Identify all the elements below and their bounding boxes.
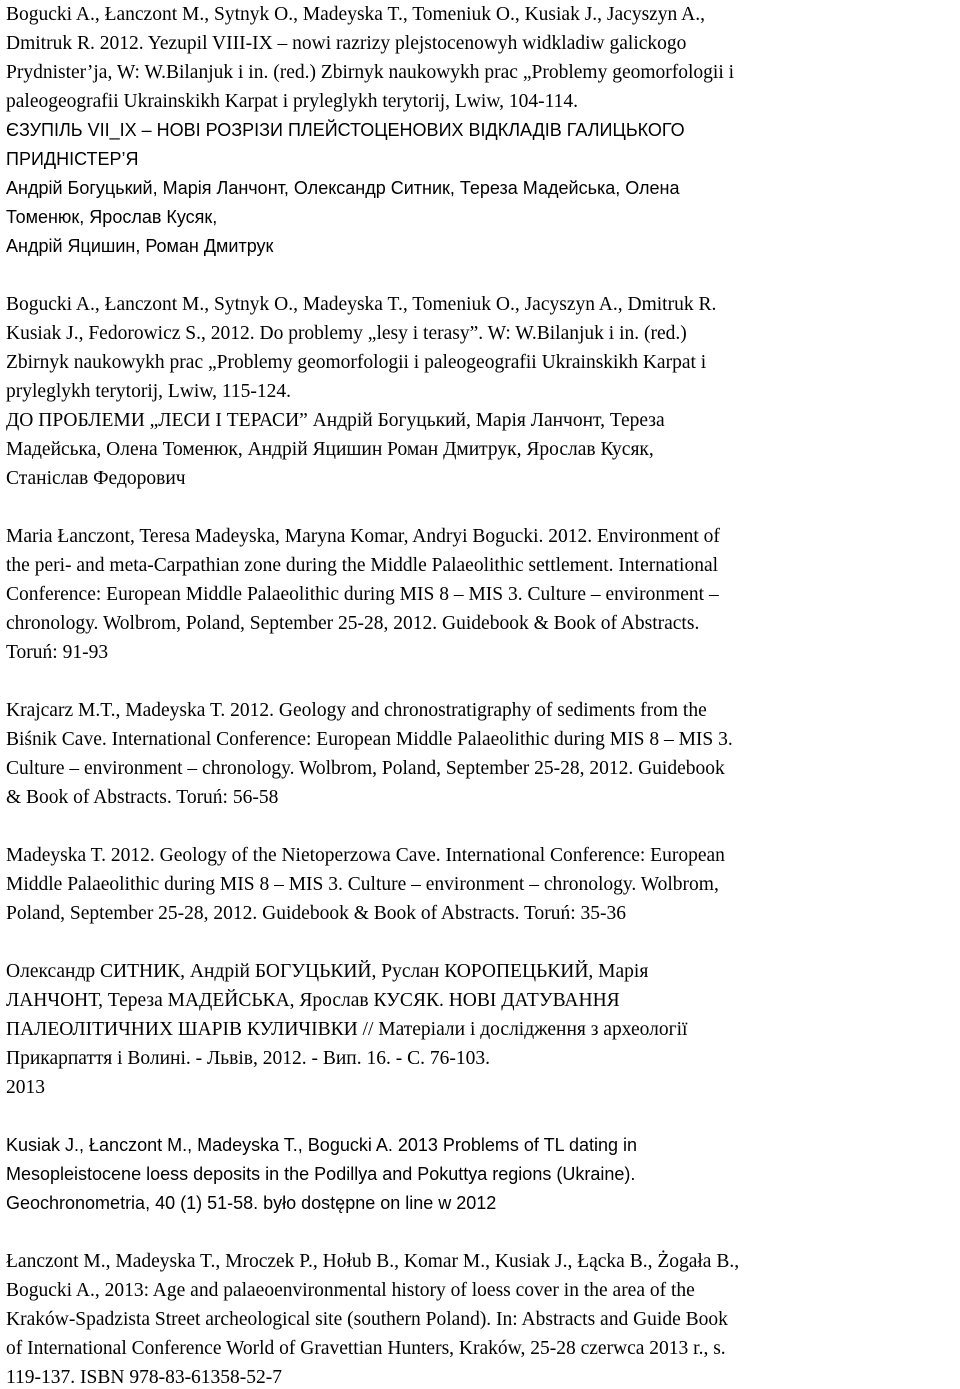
reference-entry: [6, 957, 952, 1102]
text-line: Middle Palaeolithic during MIS 8 – MIS 3. Culture – environment – chronology. Wolbrom,: [6, 874, 719, 895]
text-line: Bogucki A., Łanczont M., Sytnyk O., Madeyska T., Tomeniuk O., Jacyszyn A., Dmitruk R.: [6, 294, 717, 315]
reference-entry: [6, 1131, 952, 1218]
reference-entry: [6, 522, 952, 667]
text-line: Bogucki A., Łanczont M., Sytnyk O., Madeyska T., Tomeniuk O., Kusiak J., Jacyszyn A.,: [6, 4, 705, 25]
spacer: [6, 928, 952, 957]
text-line: pryleglykh terytorij, Lwiw, 115-124.: [6, 381, 292, 402]
text-line: Томенюк, Ярослав Кусяк,: [6, 207, 218, 227]
text-line: Prydnister’ja, W: W.Bilanjuk i in. (red.) Zbirnyk naukowykh prac „Problemy geomorfologii i: [6, 62, 735, 83]
text-line: Culture – environment – chronology. Wolbrom, Poland, September 25-28, 2012. Guidebook: [6, 758, 725, 779]
text-line: Krajcarz M.T., Madeyska T. 2012. Geology and chronostratigraphy of sediments from the: [6, 700, 707, 721]
text-line: ПРИДНІСТЕР’Я: [6, 149, 139, 169]
text-line: ЄЗУПІЛЬ VII_IX – НОВІ РОЗРІЗИ ПЛЕЙСТОЦЕНОВИХ ВІДКЛАДІВ ГАЛИЦЬКОГО: [6, 120, 685, 140]
text-line: Bogucki A., 2013: Age and palaeoenvironmental history of loess cover in the area of the: [6, 1280, 695, 1301]
text-line: Dmitruk R. 2012. Yezupil VIII-IX – nowi razrizy plejstocenowyh widkladiw galickogo: [6, 33, 687, 54]
text-line: Poland, September 25-28, 2012. Guidebook & Book of Abstracts. Toruń: 35-36: [6, 903, 627, 924]
text-line: Олександр СИТНИК, Андрій БОГУЦЬКИЙ, Руслан КОРОПЕЦЬКИЙ, Марія: [6, 961, 649, 982]
text-line: Андрій Богуцький, Марія Ланчонт, Олександр Ситник, Тереза Мадейська, Олена: [6, 178, 680, 198]
text-line: ЛАНЧОНТ, Тереза МАДЕЙСЬКА, Ярослав КУСЯК. НОВІ ДАТУВАННЯ: [6, 990, 620, 1011]
text-line: Kraków-Spadzista Street archeological site (southern Poland). In: Abstracts and Guide Book: [6, 1309, 728, 1330]
text-line: Mesopleistocene loess deposits in the Podillya and Pokuttya regions (Ukraine).: [6, 1164, 636, 1184]
text-line: Geochronometria, 40 (1) 51-58. było dostępne on line w 2012: [6, 1193, 497, 1213]
text-line: Прикарпаття і Волині. - Львів, 2012. - Вип. 16. - С. 76-103.: [6, 1048, 490, 1069]
text-line: Станіслав Федорович: [6, 468, 186, 489]
reference-entry: [6, 841, 952, 928]
reference-entry: [6, 696, 952, 812]
text-line: Toruń: 91-93: [6, 642, 109, 663]
reference-entry-ukrainian: [6, 116, 952, 261]
text-line: ПАЛЕОЛІТИЧНИХ ШАРІВ КУЛИЧІВКИ // Матеріали і дослідження з археології: [6, 1019, 688, 1040]
text-line: & Book of Abstracts. Toruń: 56-58: [6, 787, 279, 808]
text-line: Madeyska T. 2012. Geology of the Nietoperzowa Cave. International Conference: European: [6, 845, 725, 866]
document-page: [6, 0, 952, 1389]
text-line: paleogeografii Ukrainskikh Karpat i pryleglykh terytorij, Lwiw, 104-114.: [6, 91, 579, 112]
spacer: [6, 261, 952, 290]
text-line: Conference: European Middle Palaeolithic during MIS 8 – MIS 3. Culture – environment –: [6, 584, 719, 605]
text-line: Łanczont M., Madeyska T., Mroczek P., Hołub B., Komar M., Kusiak J., Łącka B., Żogała B.,: [6, 1251, 740, 1272]
text-line: the peri- and meta-Carpathian zone during the Middle Palaeolithic settlement. International: [6, 555, 719, 576]
text-line: Maria Łanczont, Teresa Madeyska, Maryna Komar, Andryi Bogucki. 2012. Environment of: [6, 526, 720, 547]
text-line: Zbirnyk naukowykh prac „Problemy geomorfologii i paleogeografii Ukrainskikh Karpat i: [6, 352, 707, 373]
text-line: Kusiak J., Fedorowicz S., 2012. Do problemy „lesy i terasy”. W: W.Bilanjuk i in. (red.): [6, 323, 687, 344]
spacer: [6, 1102, 952, 1131]
text-line: 119-137. ISBN 978-83-61358-52-7: [6, 1367, 283, 1388]
spacer: [6, 1218, 952, 1247]
text-line: of International Conference World of Gravettian Hunters, Kraków, 25-28 czerwca 2013 r., s.: [6, 1338, 726, 1359]
text-line: Мадейська, Олена Томенюк, Андрій Яцишин Роман Дмитрук, Ярослав Кусяк,: [6, 439, 654, 460]
text-line: ДО ПРОБЛЕМИ „ЛЕСИ І ТЕРАСИ” Андрій Богуцький, Марія Ланчонт, Тереза: [6, 410, 665, 431]
reference-entry: [6, 1247, 952, 1389]
reference-entry: [6, 0, 952, 116]
text-line: Biśnik Cave. International Conference: European Middle Palaeolithic during MIS 8 – MIS 3.: [6, 729, 733, 750]
spacer: [6, 812, 952, 841]
year-heading: 2013: [6, 1077, 45, 1098]
spacer: [6, 667, 952, 696]
spacer: [6, 493, 952, 522]
text-line: Андрій Яцишин, Роман Дмитрук: [6, 236, 274, 256]
text-line: chronology. Wolbrom, Poland, September 25-28, 2012. Guidebook & Book of Abstracts.: [6, 613, 700, 634]
text-line: Kusiak J., Łanczont M., Madeyska T., Bogucki A. 2013 Problems of TL dating in: [6, 1135, 638, 1155]
reference-entry: [6, 290, 952, 493]
